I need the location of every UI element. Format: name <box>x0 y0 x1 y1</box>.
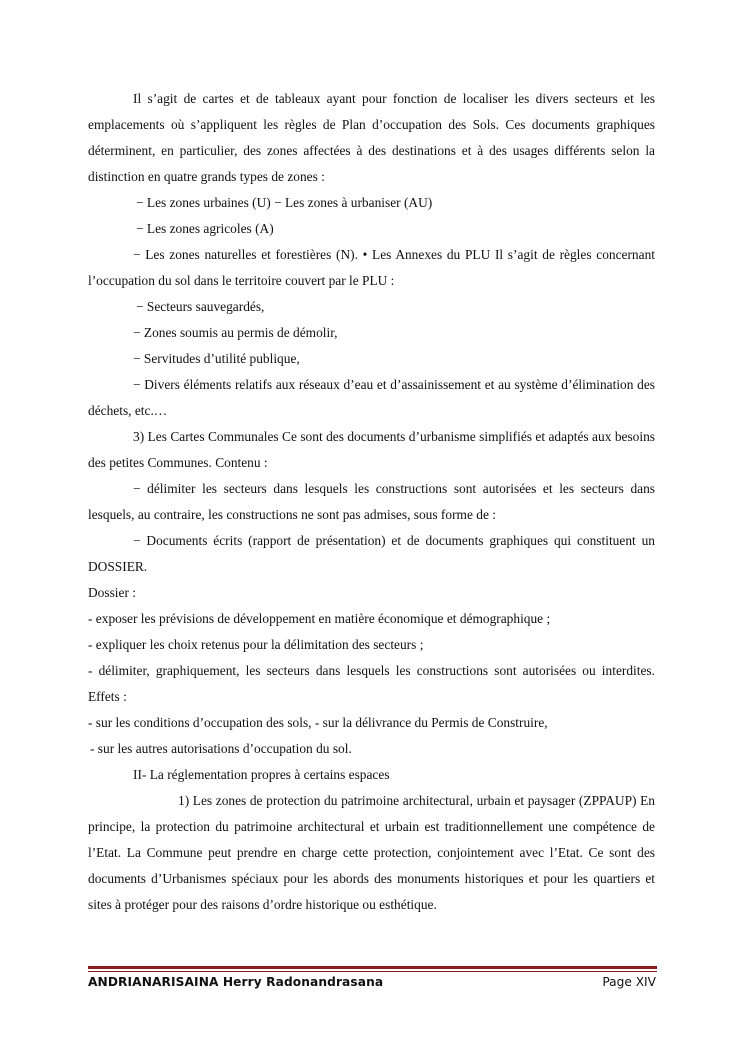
zone-item-natural: − Les zones naturelles et forestières (N). • Les Annexes du PLU Il s’agit de règles concernant l’occupation du sol dans le territoire couvert par le PLU : <box>88 247 655 288</box>
annex-item-divers: − Divers éléments relatifs aux réseaux d’eau et d’assainissement et au système d’élimination des déchets, etc.… <box>88 377 655 418</box>
dossier-item-expliquer: - expliquer les choix retenus pour la délimitation des secteurs ; <box>88 637 424 652</box>
dossier-item-delimiter: - délimiter, graphiquement, les secteurs dans lesquels les constructions sont autorisées ou interdites. Effets : <box>88 663 655 704</box>
cartes-communales-paragraph: 3) Les Cartes Communales Ce sont des documents d’urbanisme simplifiés et adaptés aux besoins des petites Communes. Contenu : <box>88 429 655 470</box>
dossier-label: Dossier : <box>88 585 136 600</box>
footer-page-number: Page XIV <box>602 975 656 989</box>
section-heading: II- La réglementation propres à certains espaces <box>133 767 390 782</box>
dossier-item-exposer: - exposer les prévisions de développement en matière économique et démographique ; <box>88 611 551 626</box>
zone-item-agricultural: − Les zones agricoles (A) <box>136 221 274 236</box>
contenu-item-documents: − Documents écrits (rapport de présentation) et de documents graphiques qui constituent un DOSSIER. <box>88 533 655 574</box>
annex-item-zones: − Zones soumis au permis de démolir, <box>133 325 338 340</box>
footer-author: ANDRIANARISAINA Herry Radonandrasana <box>88 975 384 989</box>
effet-item-conditions: - sur les conditions d’occupation des sols, - sur la délivrance du Permis de Construire, <box>88 715 548 730</box>
annex-item-secteurs: − Secteurs sauvegardés, <box>136 299 265 314</box>
body-text <box>88 86 655 918</box>
effet-item-autorisations: - sur les autres autorisations d’occupation du sol. <box>90 741 352 756</box>
intro-paragraph: Il s’agit de cartes et de tableaux ayant pour fonction de localiser les divers secteurs et les emplacements où s’appliquent les règles de Plan d’occupation des Sols. Ces documents graphiques déterminent, en particulier, des zones affectées à des destinations et à des usages différents selon la distinction en quatre grands types de zones : <box>88 91 655 184</box>
footer-rule-thick <box>88 966 657 969</box>
annex-item-servitudes: − Servitudes d’utilité publique, <box>133 351 300 366</box>
zppaup-paragraph: 1) Les zones de protection du patrimoine architectural, urbain et paysager (ZPPAUP) En principe, la protection du patrimoine architectural et urbain est traditionnellement une compétence de l’Etat. La Commune peut prendre en charge cette protection, conjointement avec l’Etat. Ce sont des documents d’Urbanismes spéciaux pour les abords des monuments historiques et pour les quartiers et sites à protéger pour des raisons d’ordre historique ou esthétique. <box>88 793 655 912</box>
footer-rule-thin <box>88 971 657 972</box>
contenu-item-delimiter: − délimiter les secteurs dans lesquels les constructions sont autorisées et les secteurs dans lesquels, au contraire, les constructions ne sont pas admises, sous forme de : <box>88 481 655 522</box>
zone-item-urban: − Les zones urbaines (U) − Les zones à urbaniser (AU) <box>136 195 433 210</box>
